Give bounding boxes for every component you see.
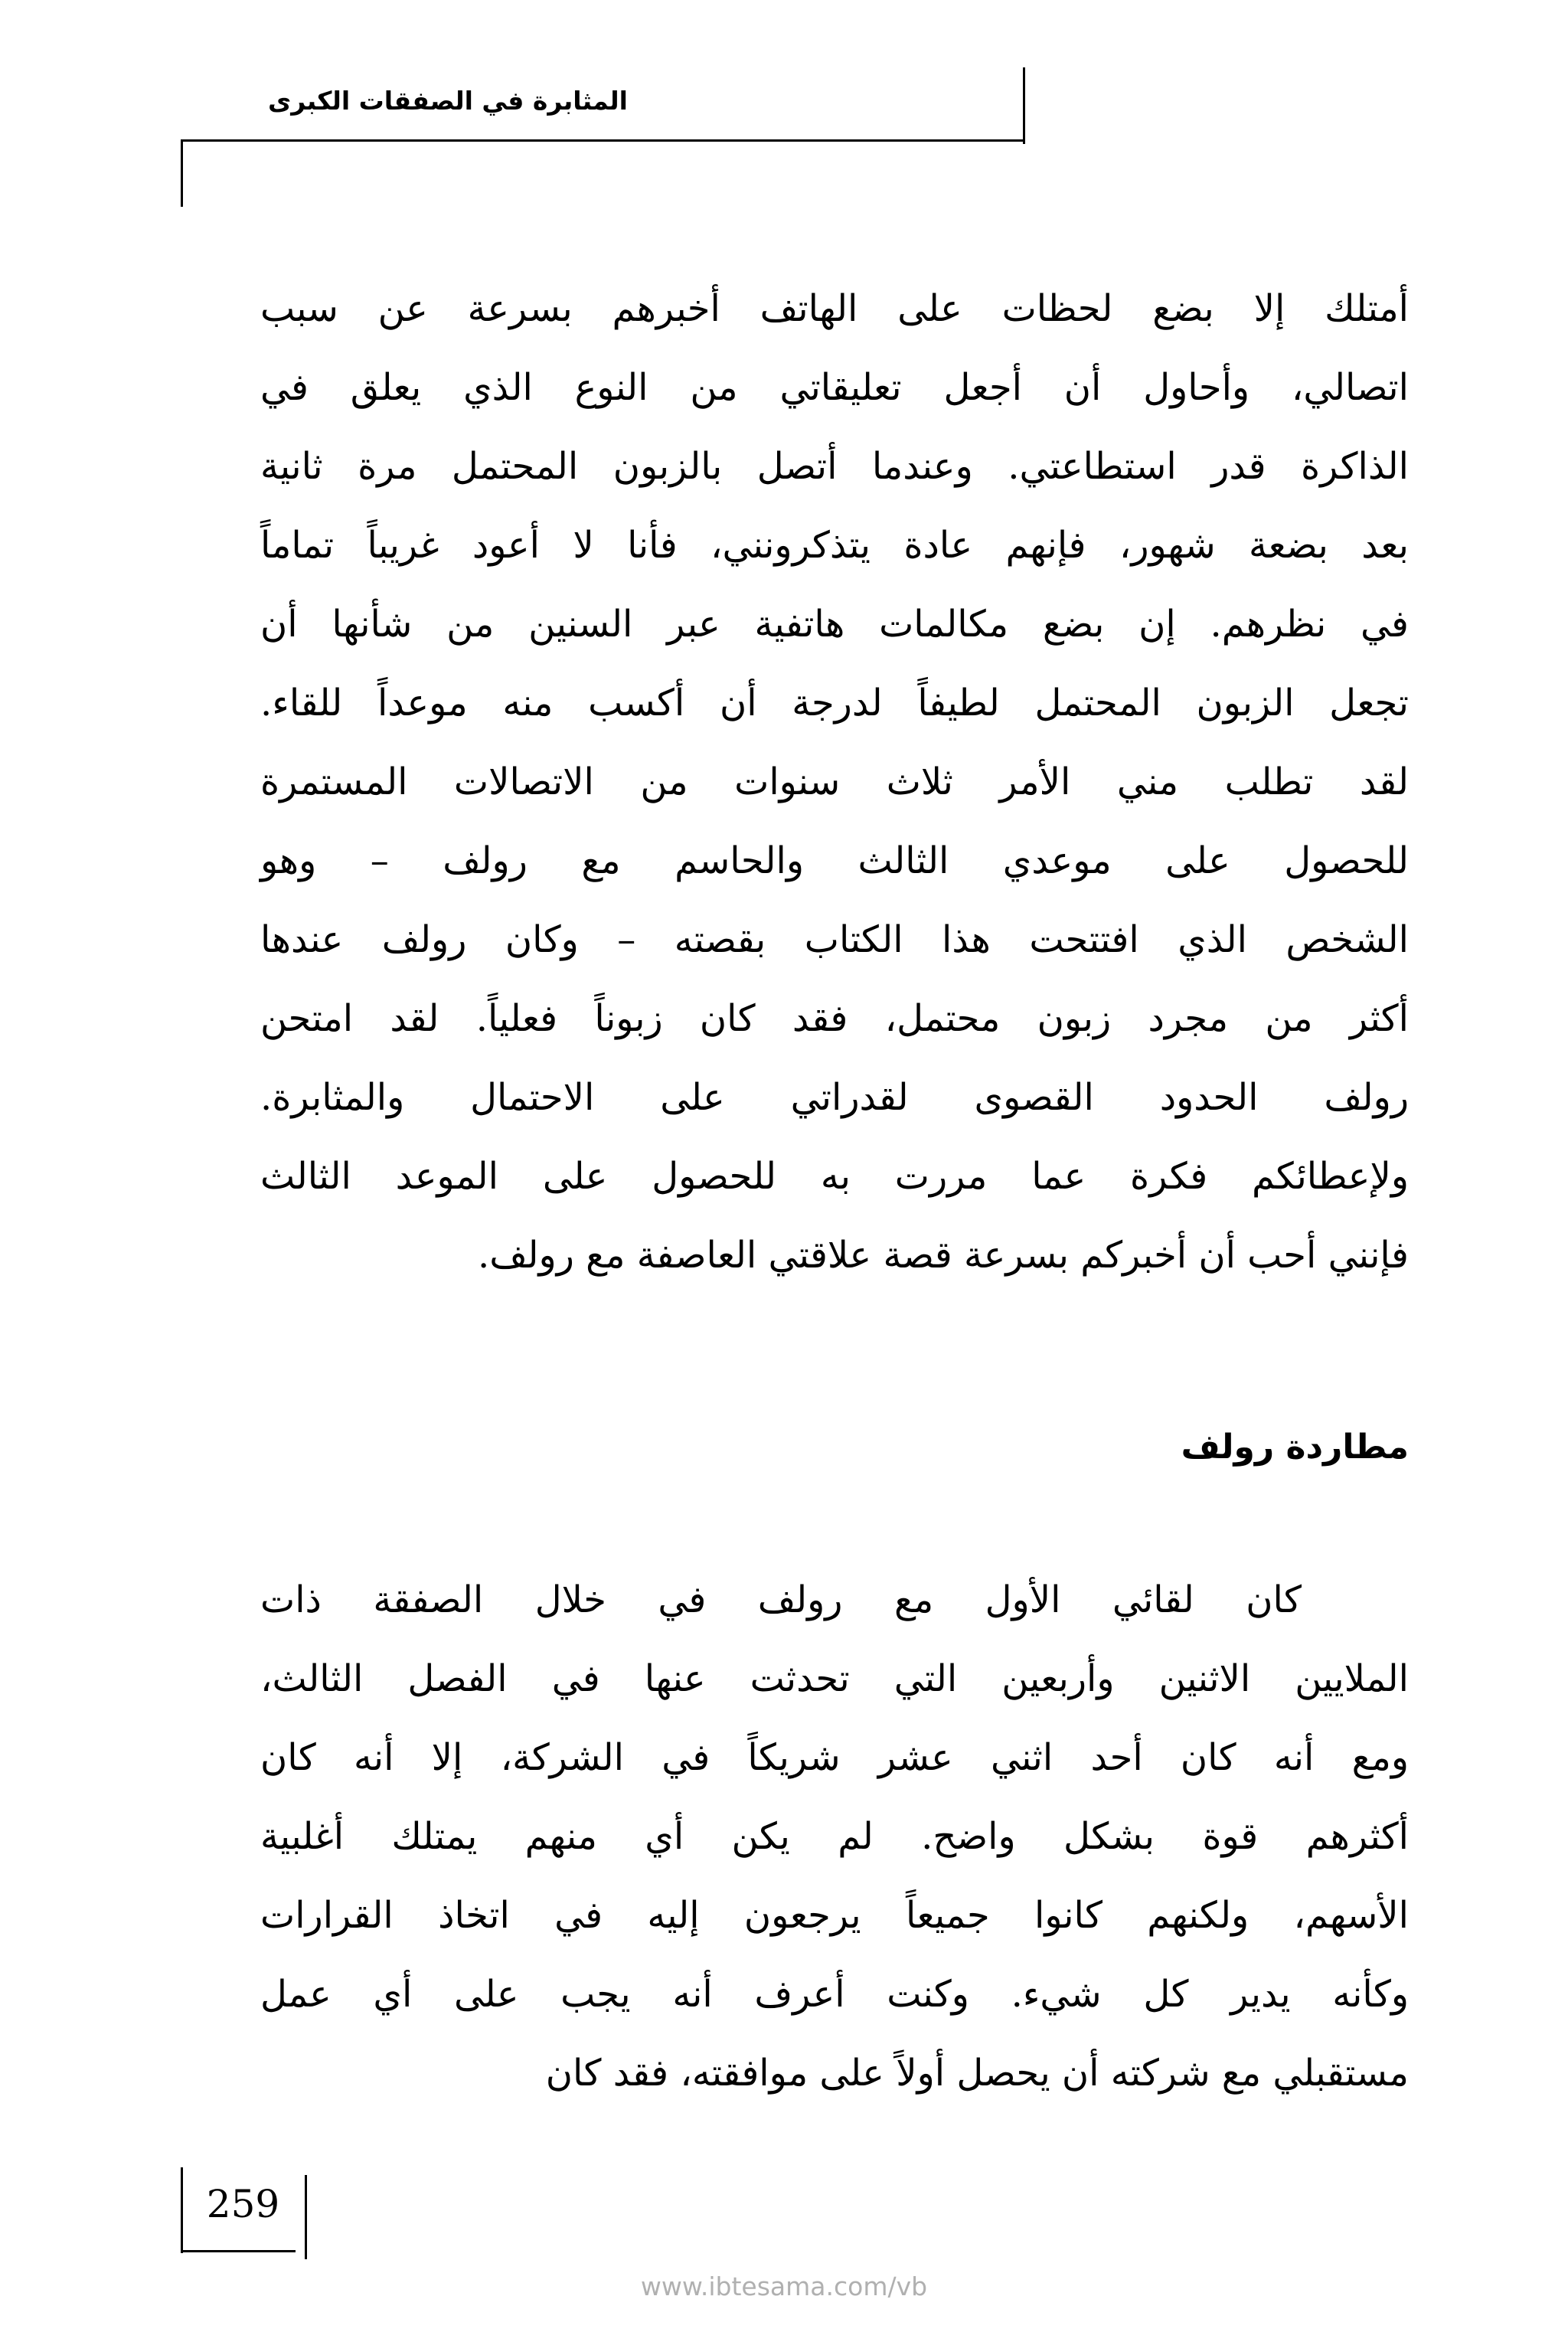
text-line: الذاكرة قدر استطاعتي. وعندما أتصل بالزبون المحتمل مرة ثانية <box>260 445 1409 488</box>
text-line: كان لقائي الأول مع رولف في خلال الصفقة ذات <box>260 1578 1302 1621</box>
text-line: للحصول على موعدي الثالث والحاسم مع رولف – وهو <box>260 839 1409 882</box>
text-line: الملايين الاثنين وأربعين التي تحدثت عنها في الفصل الثالث، <box>260 1657 1409 1700</box>
section-heading: مطاردة رولف <box>1181 1428 1409 1467</box>
footer-horizontal-rule <box>181 2250 296 2252</box>
footer-vertical-rule-left <box>181 2167 183 2253</box>
header-horizontal-rule <box>181 139 1025 142</box>
text-line: أكثرهم قوة بشكل واضح. لم يكن أي منهم يمتلك أغلبية <box>260 1815 1409 1858</box>
text-line: الأسهم، ولكنهم كانوا جميعاً يرجعون إليه في اتخاذ القرارات <box>260 1894 1409 1937</box>
header-vertical-rule-left <box>181 139 183 207</box>
text-line: الشخص الذي افتتحت هذا الكتاب بقصته – وكان رولف عندها <box>260 918 1409 961</box>
text-line: ومع أنه كان أحد اثني عشر شريكاً في الشركة، إلا أنه كان <box>260 1736 1409 1779</box>
body-paragraph-1 <box>260 270 1409 1295</box>
running-header-title: المثابرة في الصفقات الكبرى <box>268 86 628 116</box>
page-number: 259 <box>206 2182 280 2226</box>
text-line: بعد بضعة شهور، فإنهم عادة يتذكرونني، فأنا لا أعود غريباً تماماً <box>260 524 1409 567</box>
text-line: رولف الحدود القصوى لقدراتي على الاحتمال والمثابرة. <box>260 1076 1409 1119</box>
text-line: وكأنه يدير كل شيء. وكنت أعرف أنه يجب على أي عمل <box>260 1973 1409 2016</box>
text-line: لقد تطلب مني الأمر ثلاث سنوات من الاتصالات المستمرة <box>260 760 1409 803</box>
text-line: اتصالي، وأحاول أن أجعل تعليقاتي من النوع الذي يعلق في <box>260 366 1409 409</box>
text-line: فإنني أحب أن أخبركم بسرعة قصة علاقتي العاصفة مع رولف. <box>477 1234 1409 1277</box>
footer-vertical-rule-right <box>305 2175 307 2259</box>
header-vertical-rule-right <box>1023 67 1025 144</box>
text-line: أمتلك إلا بضع لحظات على الهاتف أخبرهم بسرعة عن سبب <box>260 287 1409 330</box>
text-line: ولإعطائكم فكرة عما مررت به للحصول على الموعد الثالث <box>260 1155 1409 1198</box>
text-line: في نظرهم. إن بضع مكالمات هاتفية عبر السنين من شأنها أن <box>260 603 1409 646</box>
text-line: تجعل الزبون المحتمل لطيفاً لدرجة أن أكسب منه موعداً للقاء. <box>260 682 1409 724</box>
watermark-url: www.ibtesama.com/vb <box>640 2271 928 2301</box>
text-line: مستقبلي مع شركته أن يحصل أولاً على موافقته، فقد كان <box>545 2052 1409 2095</box>
text-line: أكثر من مجرد زبون محتمل، فقد كان زبوناً فعلياً. لقد امتحن <box>260 997 1409 1040</box>
body-paragraph-2 <box>260 1561 1409 2113</box>
